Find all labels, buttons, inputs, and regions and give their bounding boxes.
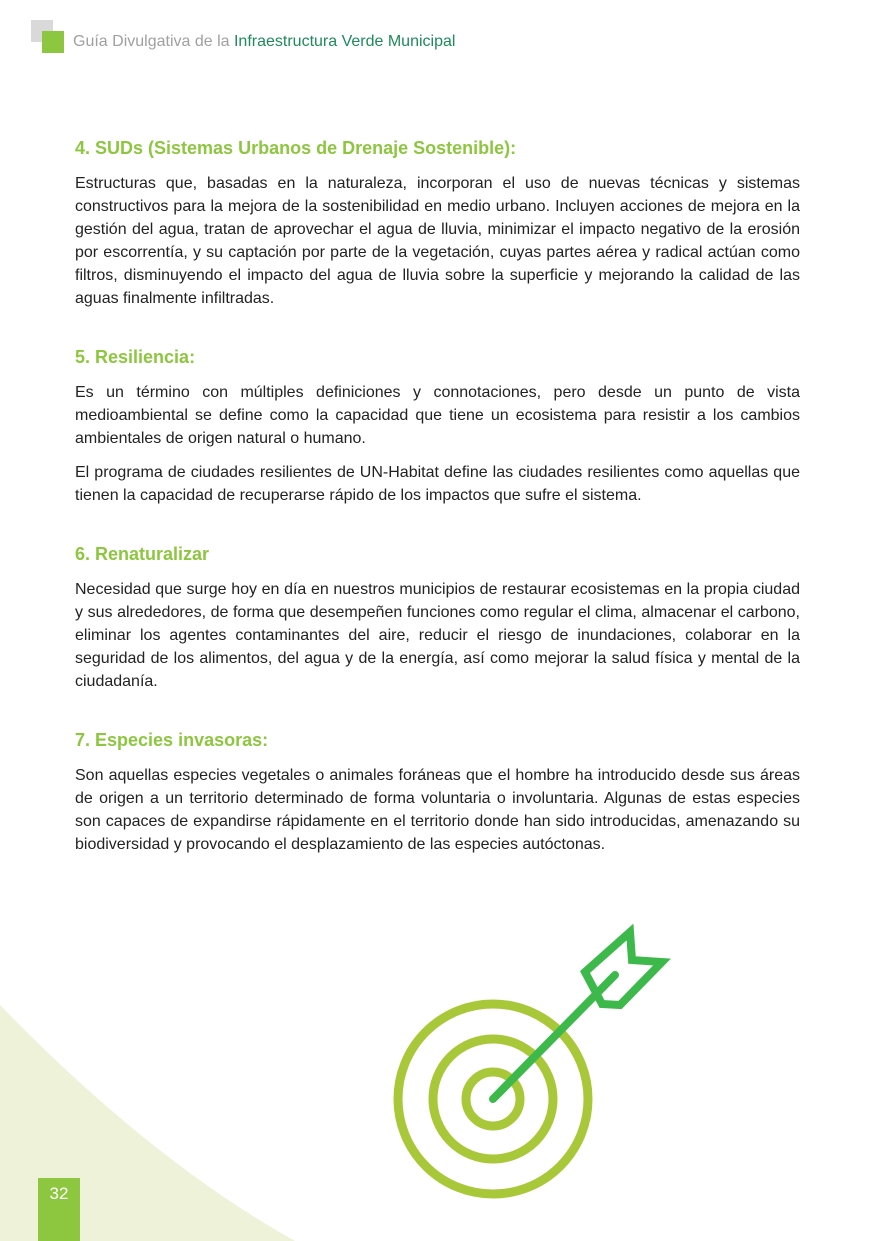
section-renaturalizar [75,544,800,693]
paragraph: Son aquellas especies vegetales o animales foráneas que el hombre ha introducido desde sus áreas de origen a un territorio determinado de forma voluntaria o involuntaria. Algunas de estas especies son capaces de expandirse rápidamente en el territorio donde han sido introducidas, amenazando su biodiversidad y provocando el desplazamiento de las especies autóctonas. [75,767,800,853]
section-title: 4. SUDs (Sistemas Urbanos de Drenaje Sostenible): [75,138,517,158]
paragraph: Necesidad que surge hoy en día en nuestros municipios de restaurar ecosistemas en la propia ciudad y sus alrededores, de forma que desempeñen funciones como regular el clima, almacenar el carbono, eliminar los agentes contaminantes del aire, reducir el riesgo de inundaciones, colaborar en la seguridad de los alimentos, del agua y de la energía, así como mejorar la salud física y mental de la ciudadanía. [75,581,800,690]
paragraph: El programa de ciudades resilientes de UN-Habitat define las ciudades resilientes como aquellas que tienen la capacidad de recuperarse rápido de los impactos que sufre el sistema. [75,464,800,504]
section-title: 6. Renaturalizar [75,544,210,564]
paragraph: Estructuras que, basadas en la naturaleza, incorporan el uso de nuevas técnicas y sistemas constructivos para la mejora de la sostenibilidad en medio urbano. Incluyen acciones de mejora en la gestión del agua, tratan de aprovechar el agua de lluvia, minimizar el impacto negativo de la erosión por escorrentía, y su captación por parte de la vegetación, cuyas partes aérea y radical actúan como filtros, disminuyendo el impacto del agua de lluvia sobre la superficie y mejorando la calidad de las aguas finalmente infiltradas. [75,175,800,307]
header-highlight: Infraestructura Verde Municipal [233,33,456,50]
logo-square-green [42,31,64,53]
main-content [75,138,800,893]
section-resiliencia [75,347,800,507]
header-prefix: Guía Divulgativa de la [73,33,230,50]
section-suds [75,138,800,310]
section-title: 7. Especies invasoras: [75,730,269,750]
section-title: 5. Resiliencia: [75,347,196,367]
target-arrow-icon [380,920,680,1210]
running-header [73,33,455,51]
paragraph: Es un término con múltiples definiciones y connotaciones, pero desde un punto de vista medioambiental se define como la capacidad que tiene un ecosistema para resistir a los cambios ambientales de origen natural o humano. [75,384,800,447]
page-number: 32 [38,1178,80,1241]
section-especies-invasoras [75,730,800,856]
